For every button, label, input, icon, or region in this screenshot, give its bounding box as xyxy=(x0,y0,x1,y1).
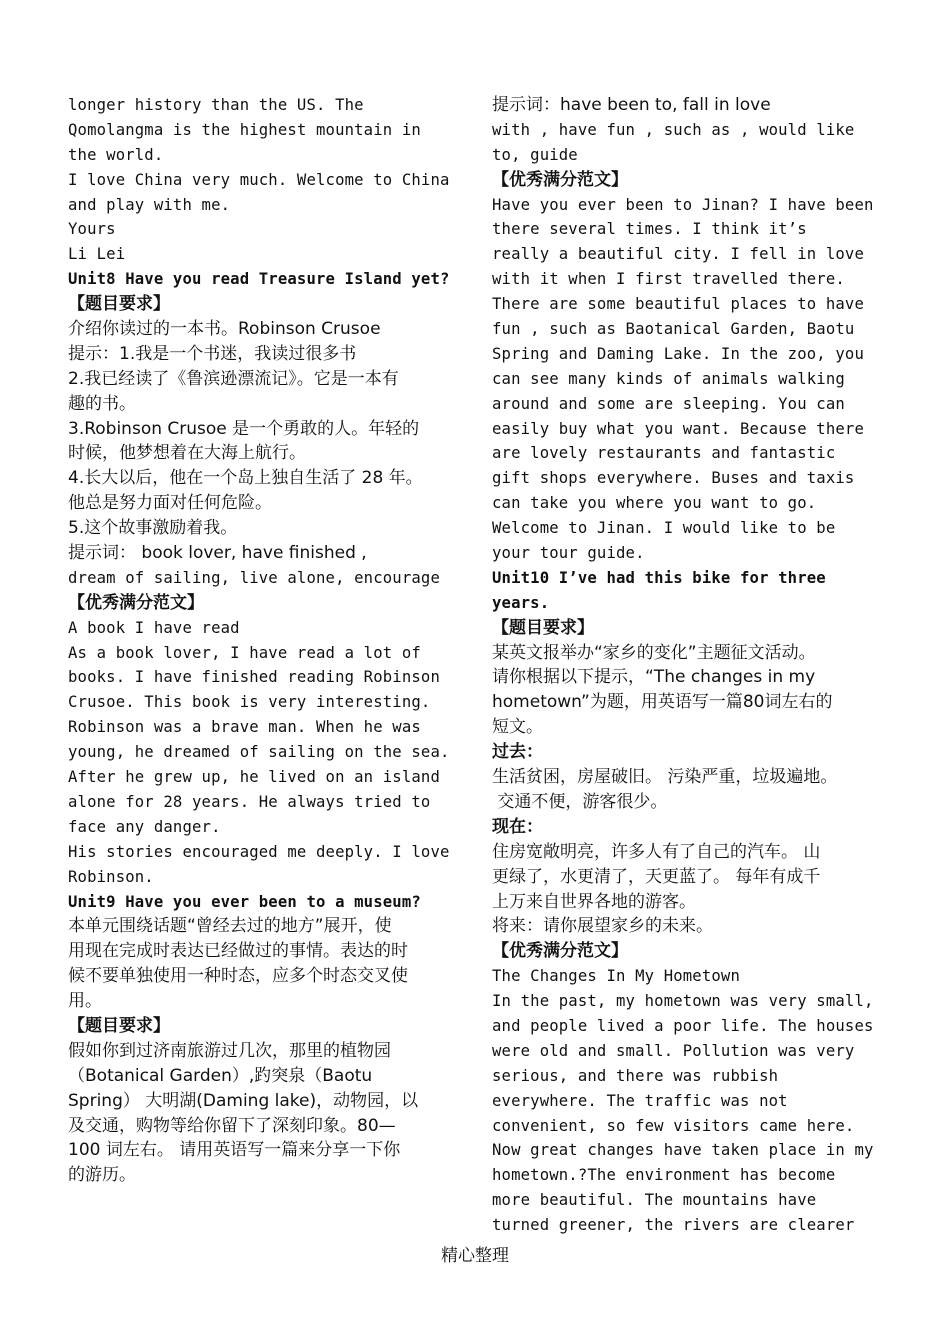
right-column-line: and people lived a poor life. The houses xyxy=(492,1016,874,1035)
right-column-line: with it when I first travelled there. xyxy=(492,270,845,289)
right-column-line: hometown.?The environment has become xyxy=(492,1166,836,1185)
right-column-line: 【题目要求】 xyxy=(492,617,594,638)
left-column-line: 提示：1.我是一个书迷，我读过很多书 xyxy=(68,343,357,364)
left-column-line: Spring） 大明湖(Daming lake)，动物园，以 xyxy=(68,1090,419,1111)
left-column-line: 用现在完成时表达已经做过的事情。表达的时 xyxy=(68,941,408,962)
right-column-line: convenient, so few visitors came here. xyxy=(492,1116,855,1135)
left-column-line: Unit8 Have you read Treasure Island yet? xyxy=(68,270,450,289)
left-column-line: A book I have read xyxy=(68,618,240,637)
left-column-line: longer history than the US. The xyxy=(68,96,364,114)
left-column-line: After he grew up, he lived on an island xyxy=(68,768,440,787)
page-footer: 精心整理 xyxy=(441,1246,509,1266)
left-column-line: 候不要单独使用一种时态，应多个时态交叉使 xyxy=(68,966,408,987)
left-column-line: face any danger. xyxy=(68,817,221,836)
left-column-line: His stories encouraged me deeply. I love xyxy=(68,842,450,861)
left-column-line: Qomolangma is the highest mountain in xyxy=(68,120,421,139)
right-column-line: Unit10 I’ve had this bike for three xyxy=(492,568,826,587)
left-column-line: alone for 28 years. He always tried to xyxy=(68,792,431,811)
right-column-line: around and some are sleeping. You can xyxy=(492,394,845,413)
left-column-line: 4.长大以后，他在一个岛上独自生活了 28 年。 xyxy=(68,468,423,489)
right-column xyxy=(492,93,892,1238)
right-column-line: 现在： xyxy=(492,816,543,837)
left-column-line: 假如你到过济南旅游过几次，那里的植物园 xyxy=(68,1040,391,1061)
right-column-line: can see many kinds of animals walking xyxy=(492,369,845,388)
left-column-line: 【题目要求】 xyxy=(68,294,170,315)
right-column-line: to, guide xyxy=(492,145,578,164)
left-column-line: and play with me. xyxy=(68,195,231,214)
right-column-line: 【优秀满分范文】 xyxy=(492,941,628,962)
left-column-line: Li Lei xyxy=(68,245,126,264)
right-column-line: really a beautiful city. I fell in love xyxy=(492,245,864,264)
left-column-line: Crusoe. This book is very interesting. xyxy=(68,693,431,712)
left-column-line: 及交通，购物等给你留下了深刻印象。80— xyxy=(68,1115,396,1136)
left-column-line: （Botanical Garden）,趵突泉（Baotu xyxy=(68,1065,373,1086)
right-column-line: turned greener, the rivers are clearer xyxy=(492,1216,855,1235)
right-column-line: 提示词：have been to, fall in love xyxy=(492,95,771,115)
right-column-line: 【优秀满分范文】 xyxy=(492,169,628,190)
right-column-line: gift shops everywhere. Buses and taxis xyxy=(492,469,855,488)
left-column-line: 介绍你读过的一本书。Robinson Crusoe xyxy=(68,319,381,340)
right-column-line: In the past, my hometown was very small, xyxy=(492,992,874,1011)
right-column-line: Have you ever been to Jinan? I have been xyxy=(492,195,874,214)
left-column-line: 本单元围绕话题“曾经去过的地方”展开，使 xyxy=(68,916,392,937)
left-column-line: 【题目要求】 xyxy=(68,1015,170,1036)
left-column-line: Robinson was a brave man. When he was xyxy=(68,718,421,737)
left-column-line: 3.Robinson Crusoe 是一个勇敢的人。年轻的 xyxy=(68,418,420,439)
right-column-line: 住房宽敞明亮，许多人有了自己的汽车。 山 xyxy=(492,841,821,862)
left-column-line: the world. xyxy=(68,145,164,164)
right-column-line: 短文。 xyxy=(492,717,543,738)
left-column-line: 2.我已经读了《鲁滨逊漂流记》。它是一本有 xyxy=(68,368,399,389)
right-column-line: serious, and there was rubbish xyxy=(492,1066,779,1085)
right-column-line: 过去： xyxy=(492,742,543,763)
right-column-line: There are some beautiful places to have xyxy=(492,295,864,314)
left-column-line: Yours xyxy=(68,220,116,239)
right-column-line: can take you where you want to go. xyxy=(492,494,817,513)
right-column-line: The Changes In My Hometown xyxy=(492,967,740,986)
left-column-line: 趣的书。 xyxy=(68,393,136,414)
left-column-line: I love China very much. Welcome to China xyxy=(68,170,450,189)
right-column-line: fun , such as Baotanical Garden, Baotu xyxy=(492,320,855,339)
right-column-line: Now great changes have taken place in my xyxy=(492,1141,874,1160)
right-column-line: 请你根据以下提示，“The changes in my xyxy=(492,667,816,688)
left-column-line: 5.这个故事激励着我。 xyxy=(68,518,238,539)
right-column-line: hometown”为题，用英语写一篇80词左右的 xyxy=(492,692,833,713)
right-column-line: 交通不便，游客很少。 xyxy=(492,791,668,812)
left-column-line: 时候，他梦想着在大海上航行。 xyxy=(68,443,306,464)
right-column-line: 生活贫困，房屋破旧。 污染严重，垃圾遍地。 xyxy=(492,767,838,788)
right-column-line: easily buy what you want. Because there xyxy=(492,419,864,438)
left-column-line: dream of sailing, live alone, encourage xyxy=(68,568,440,587)
left-column-line: 用。 xyxy=(68,991,102,1012)
right-column-line: 某英文报举办“家乡的变化”主题征文活动。 xyxy=(492,642,816,663)
left-column-line: 他总是努力面对任何危险。 xyxy=(68,493,272,514)
right-column-line: everywhere. The traffic was not xyxy=(492,1091,788,1110)
left-column-line: 100 词左右。 请用英语写一篇来分享一下你 xyxy=(68,1140,401,1161)
right-column-line: were old and small. Pollution was very xyxy=(492,1041,855,1060)
right-column-line: with , have fun , such as , would like xyxy=(492,120,855,139)
left-column-line: books. I have finished reading Robinson xyxy=(68,668,440,687)
left-column-line: young, he dreamed of sailing on the sea. xyxy=(68,743,450,762)
right-column-line: 将来：请你展望家乡的未来。 xyxy=(492,916,713,937)
right-column-line: your tour guide. xyxy=(492,544,645,563)
right-column-line: Spring and Daming Lake. In the zoo, you xyxy=(492,344,864,363)
right-column-line: 更绿了，水更清了，天更蓝了。 每年有成千 xyxy=(492,866,821,887)
left-column-line: 【优秀满分范文】 xyxy=(68,592,204,613)
left-column-line: Unit9 Have you ever been to a museum? xyxy=(68,892,421,911)
left-column-line: 提示词： book lover, have finished , xyxy=(68,543,367,564)
left-column-line: Robinson. xyxy=(68,867,154,886)
right-column-line: years. xyxy=(492,593,550,612)
right-column-line: more beautiful. The mountains have xyxy=(492,1191,817,1210)
right-column-line: 上万来自世界各地的游客。 xyxy=(492,891,696,912)
left-column-line: 的游历。 xyxy=(68,1165,136,1186)
right-column-line: there several times. I think it’s xyxy=(492,220,807,239)
left-column-line: As a book lover, I have read a lot of xyxy=(68,643,421,662)
right-column-line: are lovely restaurants and fantastic xyxy=(492,444,836,463)
left-column xyxy=(68,93,468,1188)
right-column-line: Welcome to Jinan. I would like to be xyxy=(492,519,836,538)
